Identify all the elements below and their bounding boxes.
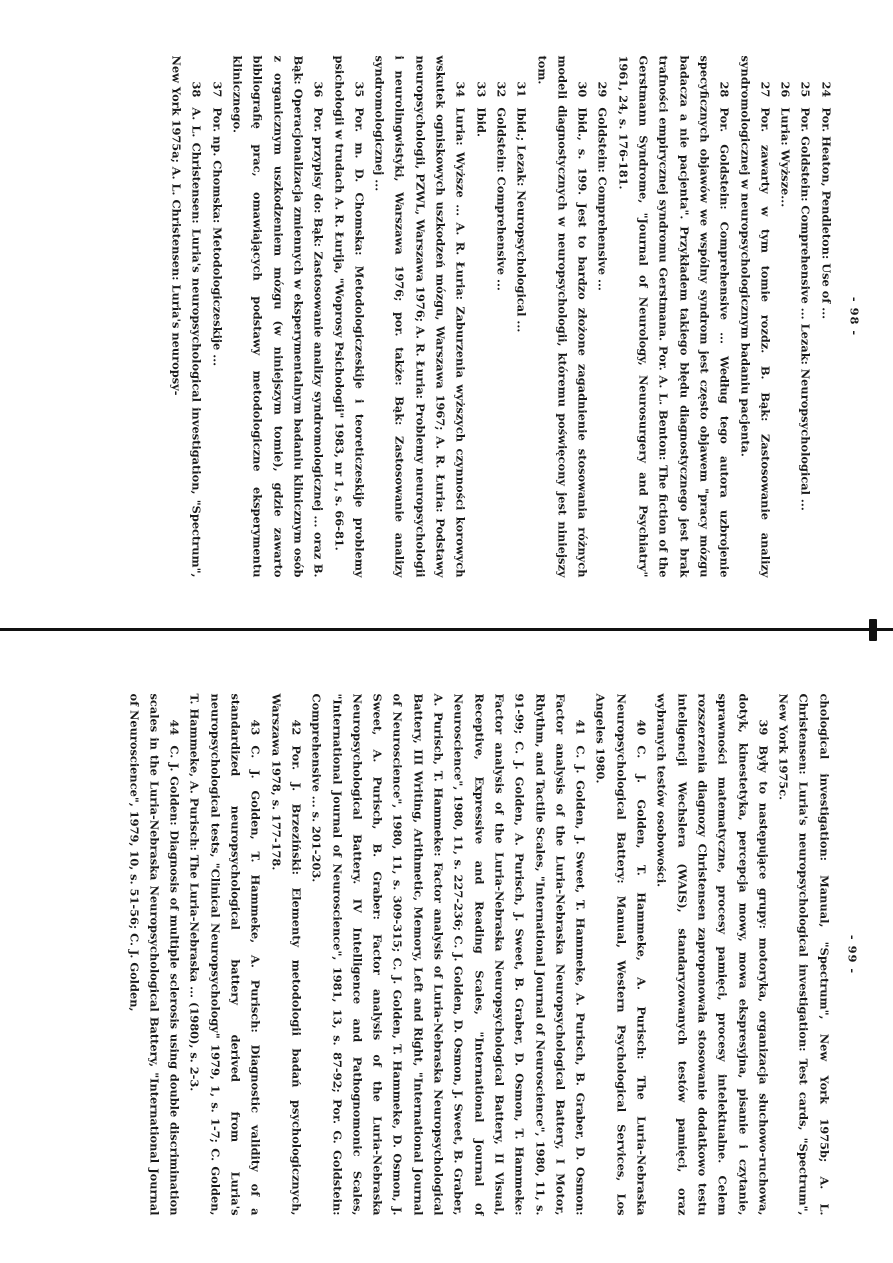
footnote-number: 41 bbox=[573, 719, 588, 736]
footnote-text: Por. Heaton, Pendleton: Use of ... bbox=[819, 107, 834, 320]
footnote bbox=[207, 56, 227, 578]
footnote-text: Por. Goldstein: Comprehensive ... Lezak: Neuropsychological ... bbox=[798, 107, 813, 511]
footnote bbox=[369, 56, 470, 578]
page-number: - 98 - bbox=[847, 296, 862, 337]
footnote-list bbox=[166, 56, 836, 578]
footnote-number: 33 bbox=[474, 81, 489, 98]
footnote bbox=[266, 694, 307, 1216]
footnote-text: Por. m. D. Chomska: Metodologiczeskije i teoreticzeskije problemy psichołogii w trudach A. R. Łurija, "Woprosy Psichołogii" 1983, nr 1, s. 66-81. bbox=[332, 55, 367, 578]
footnote-number: 29 bbox=[595, 81, 610, 98]
footnote bbox=[532, 56, 593, 578]
footnote-number: 25 bbox=[798, 81, 813, 98]
footnote-number: 40 bbox=[634, 719, 649, 736]
footnote-number: 37 bbox=[210, 81, 225, 98]
footnote bbox=[124, 694, 185, 1216]
upper-page bbox=[0, 0, 893, 621]
footnote-text: Były to następujące grupy: motoryka, organizacja słuchowo-ruchowa, dotyk, kinestetyka, percepcja mowy, mowa ekspresyjna, pisanie i czytanie, sprawności matematyczne, procesy pamięci, procesy intelektualne. Celem rozszerzenia diagnozy Christensen zaproponowała stosowanie dodatkowo testu inteligencji Wechslera (WAIS), standaryzowanych testów pamięci, oraz wybranych testów osobowości. bbox=[654, 693, 771, 1216]
footnote-number: 30 bbox=[575, 81, 590, 98]
footnote bbox=[613, 56, 735, 578]
footnote-text: Ibid. bbox=[474, 107, 489, 137]
footnote bbox=[166, 56, 207, 578]
footnote-number: 31 bbox=[514, 81, 529, 98]
footnote-text: Por. Goldstein: Comprehensive ... Według tego autora uzbrojenie specyficznych objawów we wspólny syndrom jest często objawem "pracy mózgu badacza a nie pacjenta". Przykładem takiego błędu diagnostycznego jest brak trafności empirycznej syndromu Gerstmana. Por. A. L. Benton: The fiction of the Gerstmann Syndrome, "Journal of Neurology, Neurosurgery and Psychiatry" 1961, 24, s. 176-181. bbox=[616, 55, 732, 578]
footnote-number: 42 bbox=[289, 719, 304, 736]
footnote-text: Por. zawarty w tym tomie rozdz. B. Bąk: Zastosowanie analizy syndromologicznej w neuropsychologicznym badaniu pacjenta. bbox=[738, 55, 773, 578]
footnote bbox=[593, 56, 613, 578]
footnote-text: Ibid.; Lezak: Neuropsychological ... bbox=[514, 107, 529, 333]
footnote bbox=[775, 56, 795, 578]
footnote-text: Luria: Wyższe ... A. R. Łuria: Zaburzenia wyższych czynności korowych wskutek ogniskowych uszkodzeń mózgu, Warszawa 1967; A. R. Łuria: Podstawy neuropsychologii, PZWL, Warszawa 1976; A. R. Łuria: Problemy neuropsychologii i neurolingwistyki, Warszawa 1976; por. także: Bąk: Zastosowanie analizy syndromologicznej ... bbox=[372, 55, 468, 578]
footnote bbox=[735, 56, 776, 578]
footnote bbox=[227, 56, 328, 578]
footnote-text: Por. J. Brzeziński: Elementy metodologii badań psychologicznych, Warszawa 1978, s. 177-178. bbox=[269, 693, 304, 1216]
footnote-number: 24 bbox=[819, 81, 834, 98]
footnote-number: 35 bbox=[352, 81, 367, 98]
footnote-text: Goldstein: Comprehensive ... bbox=[494, 107, 509, 291]
footnote-text: C. J. Golden: Diagnosis of multiple sclerosis using double discrimination scales in the Luria-Nebraska Neuropsychological Battery, "International Journal of Neuroscience", 1979, 10, s. 51-56; C. J. Golden, bbox=[127, 693, 182, 1216]
footnote bbox=[185, 694, 266, 1216]
footnote bbox=[796, 56, 816, 578]
lower-page-content bbox=[0, 664, 893, 1234]
footnote-text: Ibid., s. 199. Jest to bardzo złożone zagadnienie stosowania różnych modeli diagnostycznych w neuropsychologii, któremu poświęcony jest niniejszy tom. bbox=[535, 55, 590, 578]
footnote-number: 26 bbox=[778, 81, 793, 98]
footnote-text: Goldstein: Comprehensive ... bbox=[595, 107, 610, 291]
footnote-number: 28 bbox=[717, 81, 732, 98]
footnote bbox=[652, 694, 774, 1216]
footnote-text: C. J. Golden, J. Sweet, T. Hammeke, A. Purisch, B. Graber, D. Osmon: Factor analysis of the Luria-Nebraska Neuropsychological Battery, I Motor, Rhythm, and Tactile Scales, "International Journal of Neuroscience", 1980, 11, s. 91-99; C. J. Golden, A. Purisch, J. Sweet, B. Graber, D. Osmon, T. Hammeke: Factor analysis of the Luria-Nebraska Neuropsychological Battery, II Visual, Receptive, Expressive and Reading Scales, "International Journal of Neuroscience", 1980, 11, s. 227-236; C. J. Golden, D. Osmon, J. Sweet, B. Graber, A. Purisch, T. Hammeke: Factor analysis of Luria-Nebraska Neuropsychological Battery, III Writing, Arithmetic, Memory, Left and Right, "International Journal of Neuroscience", 1980, 11, s. 309-315; C. J. Golden, T. Hammeke, D. Osmon, J. Sweet, A. Purisch, B. Graber: Factor analysis of the Luria-Nebraska Neuropsychological Battery. IV Intelligence and Pathognomonic Scales, "International Journal of Neuroscience", 1981, 13, s. 87-92; Por. G. Goldstein: Comprehensive ... s. 201-203. bbox=[309, 693, 588, 1216]
footnote-number: 32 bbox=[494, 81, 509, 98]
footnote-number: 43 bbox=[248, 719, 263, 736]
footnote-text: C. J. Golden, T. Hammeke, A. Purisch: The Luria-Nebraska Neuropsychological Battery: Manual, Western Psychological Services, Los Angeles 1980. bbox=[593, 693, 649, 1216]
footnote-text: C. J. Golden, T. Hammeke, A. Purisch: Diagnostic validity of a standardized neuropsychological battery derived from Luria's neuropsychological tests, "Clinical Neuropsychology" 1979, 1, s. 1-7; C. Golden, T. Hammeke, A. Purisch: The Luria-Nebraska ... (1980), s. 2-3. bbox=[188, 693, 263, 1216]
footnote-number: 44 bbox=[167, 719, 182, 736]
footnote bbox=[306, 694, 590, 1216]
upper-page-content bbox=[0, 26, 893, 596]
footnote-number: 36 bbox=[311, 81, 326, 98]
footnote-text: Por. przypisy do: Bąk: Zastosowanie analizy syndromologicznej ... oraz B. Bąk: Operacjonalizacja zmiennych w eksperymentalnym badaniu klinicznym osób z organicznym uszkodzeniem mózgu (w niniejszym tomie), gdzie zawarto bibliografię prac, omawiających podstawy metodologiczne eksperymentu klinicznego. bbox=[230, 55, 326, 578]
footnote-continuation: chological investigation: Manual, "Spectrum", New York 1975b; A. L. Christensen: Luria's neuropsychological investigation: Test cards, "Spectrum", New York 1975c. bbox=[776, 693, 832, 1216]
footnote bbox=[591, 694, 652, 1216]
footnote bbox=[511, 56, 531, 578]
divider-end-mark bbox=[869, 619, 877, 641]
footnote-text: A. L. Christensen: Luria's neuropsychological investigation, "Spectrum", New York 1975a; A. L. Christensen: Luria's neuropsy- bbox=[169, 55, 204, 578]
page-number: - 99 - bbox=[845, 934, 860, 975]
lower-page bbox=[0, 642, 893, 1263]
footnote bbox=[329, 56, 370, 578]
footnote-number: 38 bbox=[190, 81, 204, 98]
footnote-number: 39 bbox=[756, 719, 771, 736]
page-divider bbox=[0, 628, 893, 631]
footnote-text: Luria: Wyższe... bbox=[778, 107, 793, 208]
footnote-text: Por. np. Chomska: Metodologiczeskije ... bbox=[210, 107, 225, 367]
footnote-list bbox=[124, 694, 774, 1216]
footnote-number: 27 bbox=[758, 81, 773, 98]
footnote bbox=[491, 56, 511, 578]
footnote bbox=[816, 56, 836, 578]
footnote-number: 34 bbox=[453, 81, 468, 98]
footnote bbox=[471, 56, 491, 578]
